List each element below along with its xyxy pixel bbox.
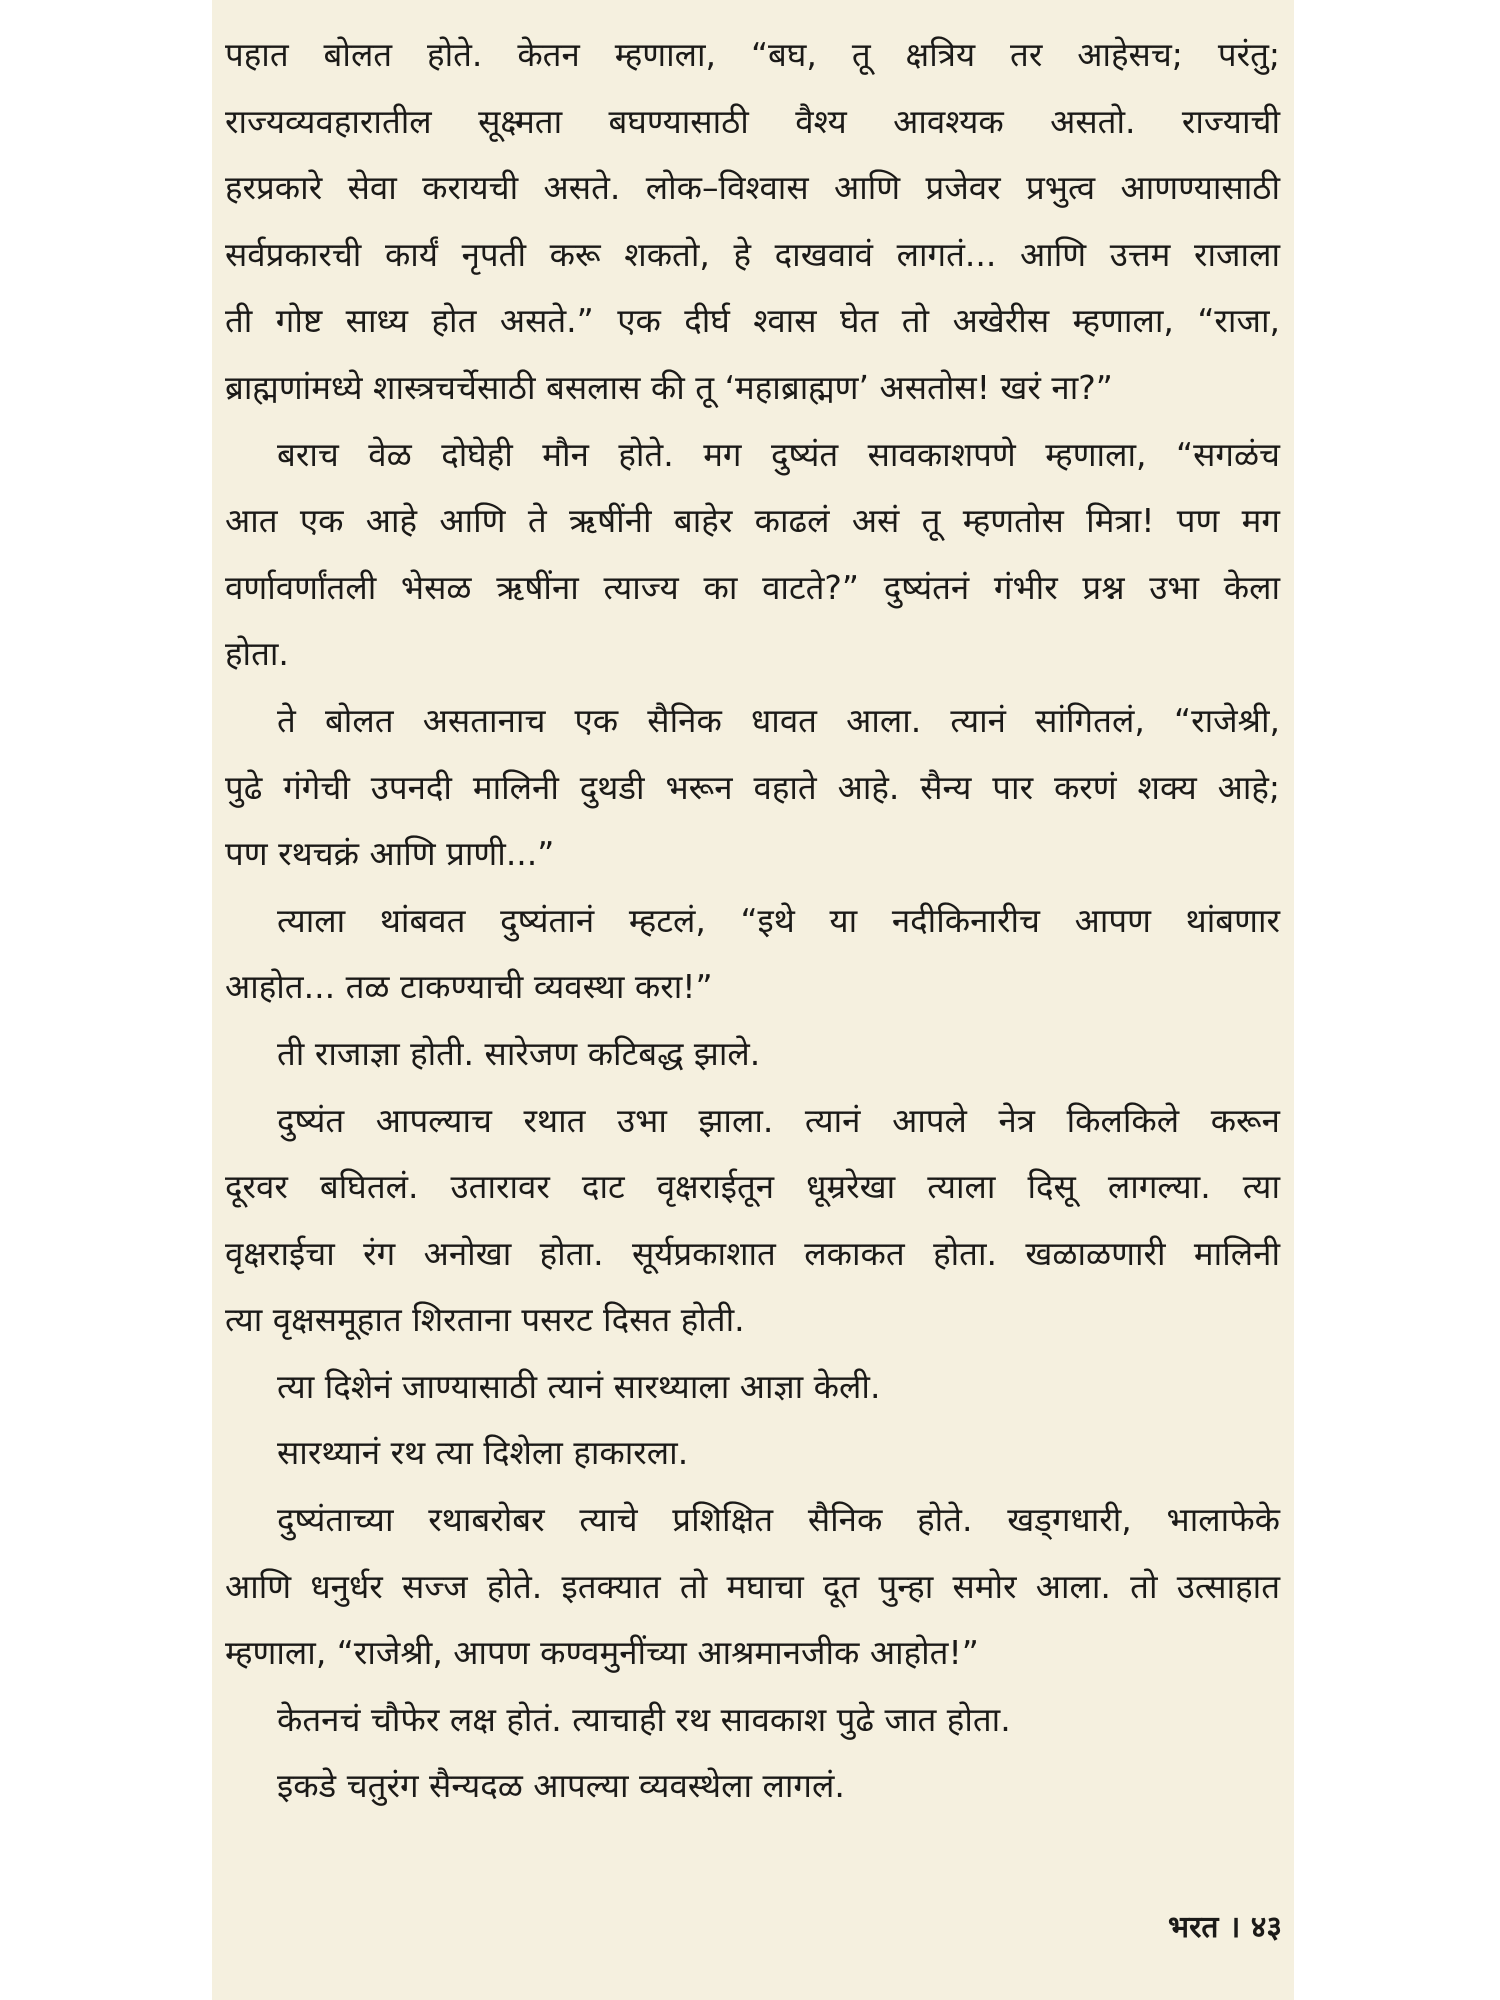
text-line: केतनचं चौफेर लक्ष होतं. त्याचाही रथ सावकाश पुढे जात होता. (277, 1699, 1011, 1739)
text-line: इकडे चतुरंग सैन्यदळ आपल्या व्यवस्थेला लागलं. (277, 1766, 845, 1806)
text-line: त्या वृक्षसमूहात शिरताना पसरट दिसत होती. (225, 1300, 745, 1340)
text-line: हरप्रकारे सेवा करायची असते. लोक–विश्वास आणि प्रजेवर प्रभुत्व आणण्यासाठी (225, 168, 1280, 208)
text-line: म्हणाला, “राजेश्री, आपण कण्वमुनींच्या आश्रमानजीक आहोत!” (225, 1633, 979, 1673)
text-line: त्या दिशेनं जाण्यासाठी त्यानं सारथ्याला आज्ञा केली. (277, 1366, 881, 1406)
text-line: बराच वेळ दोघेही मौन होते. मग दुष्यंत सावकाशपणे म्हणाला, “सगळंच (277, 434, 1280, 474)
paragraph (225, 1487, 1280, 1687)
text-line: वृक्षराईचा रंग अनोखा होता. सूर्यप्रकाशात लकाकत होता. खळाळणारी मालिनी (225, 1233, 1280, 1273)
text-line: ती गोष्ट साध्य होत असते.” एक दीर्घ श्वास घेत तो अखेरीस म्हणाला, “राजा, (225, 301, 1280, 341)
text-line: दूरवर बघितलं. उतारावर दाट वृक्षराईतून धूम्ररेखा त्याला दिसू लागल्या. त्या (225, 1167, 1280, 1207)
text-line: ते बोलत असतानाच एक सैनिक धावत आला. त्यानं सांगितलं, “राजेश्री, (277, 700, 1280, 740)
paragraph (225, 888, 1280, 1021)
paragraph (225, 688, 1280, 888)
text-line: त्याला थांबवत दुष्यंतानं म्हटलं, “इथे या नदीकिनारीच आपण थांबणार (277, 900, 1280, 940)
text-line: वर्णावर्णांतली भेसळ ऋषींना त्याज्य का वाटते?” दुष्यंतनं गंभीर प्रश्न उभा केला (225, 567, 1280, 607)
paragraph (225, 22, 1280, 422)
paragraph (225, 1021, 1280, 1088)
running-title: भरत (1168, 1910, 1219, 1945)
text-line: सर्वप्रकारची कार्यं नृपती करू शकतो, हे दाखवावं लागतं... आणि उत्तम राजाला (225, 234, 1280, 274)
text-line: राज्यव्यवहारातील सूक्ष्मता बघण्यासाठी वैश्य आवश्यक असतो. राज्याची (225, 101, 1280, 141)
text-line: ती राजाज्ञा होती. सारेजण कटिबद्ध झाले. (277, 1033, 761, 1073)
text-line: पुढे गंगेची उपनदी मालिनी दुथडी भरून वहाते आहे. सैन्य पार करणं शक्य आहे; (225, 767, 1280, 807)
text-line: ब्राह्मणांमध्ये शास्त्रचर्चेसाठी बसलास की तू ‘महाब्राह्मण’ असतोस! खरं ना?” (225, 367, 1113, 407)
text-line: आणि धनुर्धर सज्ज होते. इतक्यात तो मघाचा दूत पुन्हा समोर आला. तो उत्साहात (225, 1566, 1280, 1606)
page-number: ४३ (1250, 1910, 1282, 1945)
text-line: दुष्यंताच्या रथाबरोबर त्याचे प्रशिक्षित सैनिक होते. खड्‌गधारी, भालाफेके (277, 1500, 1280, 1540)
text-line: आहोत... तळ टाकण्याची व्यवस्था करा!” (225, 967, 713, 1007)
paragraph (225, 1088, 1280, 1354)
paragraph (225, 1354, 1280, 1421)
text-line: पहात बोलत होते. केतन म्हणाला, “बघ, तू क्षत्रिय तर आहेसच; परंतु; (225, 35, 1280, 74)
footer-separator: । (1228, 1910, 1241, 1945)
paragraph (225, 1687, 1280, 1754)
text-line: पण रथचक्रं आणि प्राणी...” (225, 834, 555, 874)
paragraph (225, 1753, 1280, 1820)
paragraph (225, 422, 1280, 688)
page-body-text (225, 22, 1280, 1820)
page-footer (1168, 1905, 1282, 1946)
text-line: आत एक आहे आणि ते ऋषींनी बाहेर काढलं असं तू म्हणतोस मित्रा! पण मग (225, 501, 1280, 541)
paragraph (225, 1420, 1280, 1487)
text-line: होता. (225, 634, 289, 674)
text-line: सारथ्यानं रथ त्या दिशेला हाकारला. (277, 1433, 689, 1473)
text-line: दुष्यंत आपल्याच रथात उभा झाला. त्यानं आपले नेत्र किलकिले करून (277, 1100, 1280, 1140)
